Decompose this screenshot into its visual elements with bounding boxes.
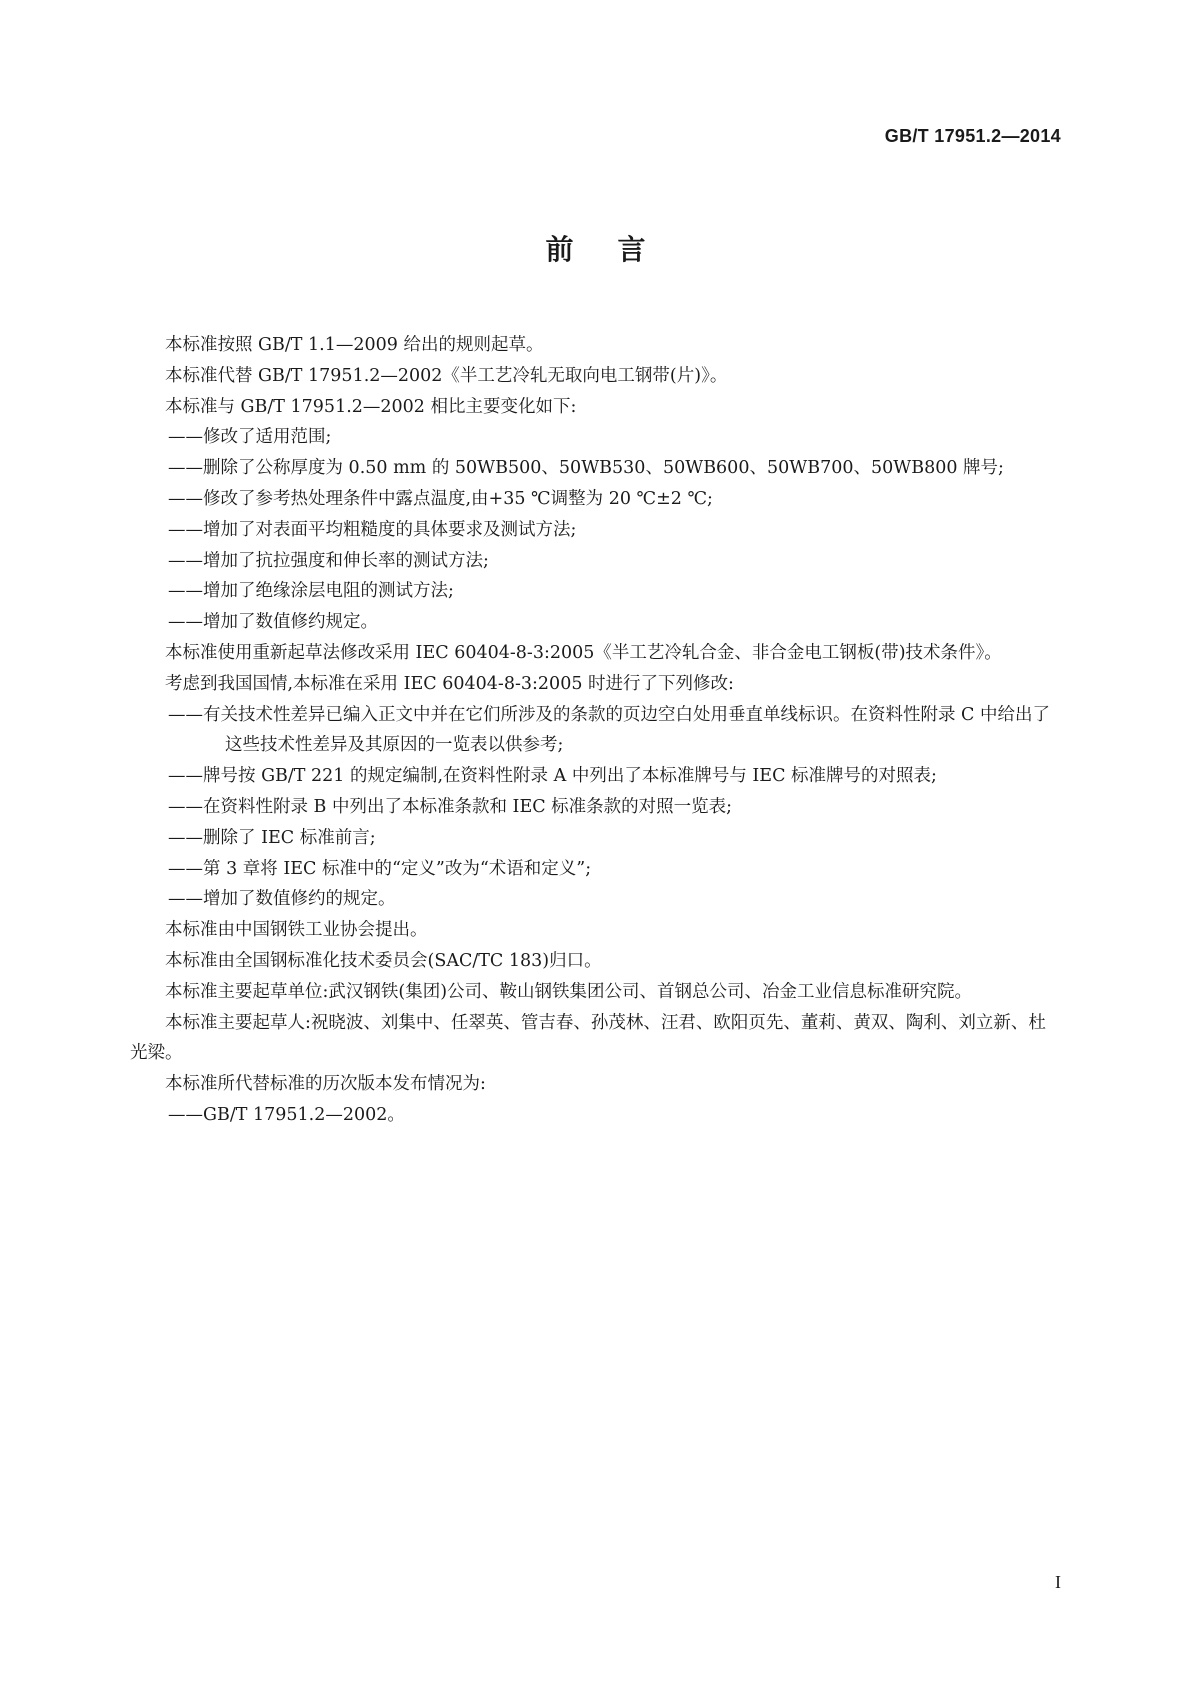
list-item: ——删除了公称厚度为 0.50 mm 的 50WB500、50WB530、50WB600、50WB700、50WB800 牌号; [168,458,1004,479]
list-item: ——有关技术性差异已编入正文中并在它们所涉及的条款的页边空白处用垂直单线标识。在资料性附录 C 中给出了这些技术性差异及其原因的一览表以供参考; [168,704,1051,756]
paragraph: 本标准主要起草人:祝晓波、刘集中、任翠英、管吉春、孙茂林、汪君、欧阳页先、董莉、黄双、陶利、刘立新、杜光梁。 [130,1012,1046,1064]
paragraph: 本标准按照 GB/T 1.1—2009 给出的规则起草。 [165,335,544,355]
list-item: ——修改了适用范围; [168,427,332,448]
page-title: 前言 [545,233,690,266]
page-number: I [1055,1572,1061,1592]
standard-code: GB/T 17951.2—2014 [884,126,1061,146]
paragraph: 本标准由全国钢标准化技术委员会(SAC/TC 183)归口。 [165,950,602,971]
list-item: ——增加了对表面平均粗糙度的具体要求及测试方法; [168,519,577,540]
list-item: ——牌号按 GB/T 221 的规定编制,在资料性附录 A 中列出了本标准牌号与 IEC 标准牌号的对照表; [168,766,937,787]
paragraph: 本标准使用重新起草法修改采用 IEC 60404-8-3:2005《半工艺冷轧合金、非合金电工钢板(带)技术条件》。 [165,642,1002,663]
list-item: ——在资料性附录 B 中列出了本标准条款和 IEC 标准条款的对照一览表; [168,796,733,817]
paragraph: 本标准由中国钢铁工业协会提出。 [165,920,428,941]
paragraph: 本标准与 GB/T 17951.2—2002 相比主要变化如下: [165,396,577,417]
paragraph: 本标准主要起草单位:武汉钢铁(集团)公司、鞍山钢铁集团公司、首钢总公司、冶金工业信息标准研究院。 [165,981,973,1002]
list-item: ——增加了抗拉强度和伸长率的测试方法; [168,550,489,571]
list-item: ——删除了 IEC 标准前言; [168,827,376,848]
paragraph: 本标准代替 GB/T 17951.2—2002《半工艺冷轧无取向电工钢带(片)》。 [165,365,728,386]
paragraph: 本标准所代替标准的历次版本发布情况为: [165,1074,486,1095]
paragraph: 考虑到我国国情,本标准在采用 IEC 60404-8-3:2005 时进行了下列修改: [165,673,734,694]
list-item: ——第 3 章将 IEC 标准中的“定义”改为“术语和定义”; [168,858,592,879]
list-item: ——修改了参考热处理条件中露点温度,由+35 ℃调整为 20 ℃±2 ℃; [168,488,713,509]
list-item: ——GB/T 17951.2—2002。 [168,1104,405,1125]
list-item: ——增加了数值修约的规定。 [168,889,396,910]
foreword-body [130,330,1060,1131]
list-item: ——增加了数值修约规定。 [168,612,378,633]
list-item: ——增加了绝缘涂层电阻的测试方法; [168,581,454,602]
